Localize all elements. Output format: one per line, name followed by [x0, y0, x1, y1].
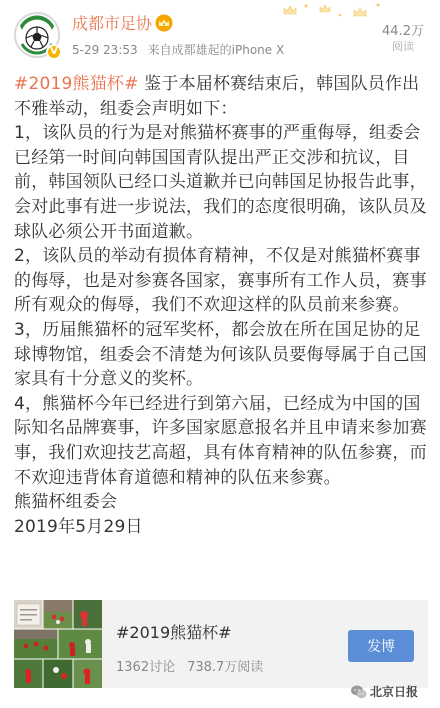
view-count-number: 44.2万 — [382, 24, 424, 39]
post-header — [0, 0, 440, 68]
topic-collage-image[interactable] — [14, 600, 102, 688]
wechat-logo-icon — [350, 683, 368, 701]
post-meta — [72, 42, 284, 58]
topic-discussion-count: 1362讨论 — [116, 660, 176, 675]
post-paragraph: 1，该队员的行为是对熊猫杯赛事的严重侮辱，组委会已经第一时间向韩国国青队提出严正交涉和抗议，目前，韩国领队已经口头道歉并已向韩国足协报告此事，会对此事有进一步说法，我们的态度很明确，该队员及球队必须公开书面道歉。 — [14, 123, 427, 242]
topic-card[interactable] — [14, 600, 428, 688]
verified-badge-icon: V — [46, 44, 62, 60]
post-paragraph: 4，熊猫杯今年已经进行到第六届，已经成为中国的国际知名品牌赛事，许多国家愿意报名并且申请来参加赛事，我们欢迎技艺高超，具有体育精神的队伍参赛，而不欢迎违背体育道德和精神的队伍来参赛。 — [14, 393, 427, 488]
post-time: 5-29 23:53 — [72, 43, 138, 57]
view-count-label: 阅读 — [392, 40, 414, 53]
topic-card-stats — [116, 656, 263, 675]
watermark-text: 北京日报 — [370, 684, 419, 699]
post-paragraph: 2，该队员的举动有损体育精神，不仅是对熊猫杯赛事的侮辱，也是对参赛各国家，赛事所有工作人员，赛事所有观众的侮辱，我们不欢迎这样的队员前来参赛。 — [14, 246, 427, 316]
view-count — [378, 24, 428, 54]
post-to-topic-button[interactable]: 发博 — [348, 630, 414, 662]
watermark — [350, 680, 436, 702]
post-body — [14, 72, 428, 539]
topic-hashtag-link[interactable]: #2019熊猫杯# — [14, 74, 139, 94]
post-source: 来自成都雄起的iPhone X — [147, 43, 285, 57]
vip-crown-icon[interactable] — [154, 14, 174, 32]
topic-card-title[interactable]: #2019熊猫杯# — [116, 623, 232, 642]
post-paragraph-intro: #2019熊猫杯# 鉴于本届杯赛结束后，韩国队员作出不雅举动，组委会声明如下： — [14, 74, 420, 119]
post-date: 2019年5月29日 — [14, 516, 143, 537]
post-signature: 熊猫杯组委会 — [14, 492, 118, 513]
author-name[interactable]: 成都市足协 — [72, 14, 153, 33]
post-paragraph: 3，历届熊猫杯的冠军奖杯，都会放在所在国足协的足球博物馆，组委会不清楚为何该队员要侮辱属于自己国家具有十分意义的奖杯。 — [14, 319, 427, 390]
topic-read-count: 738.7万阅读 — [187, 660, 264, 675]
crown-decoration-icon — [280, 0, 390, 22]
